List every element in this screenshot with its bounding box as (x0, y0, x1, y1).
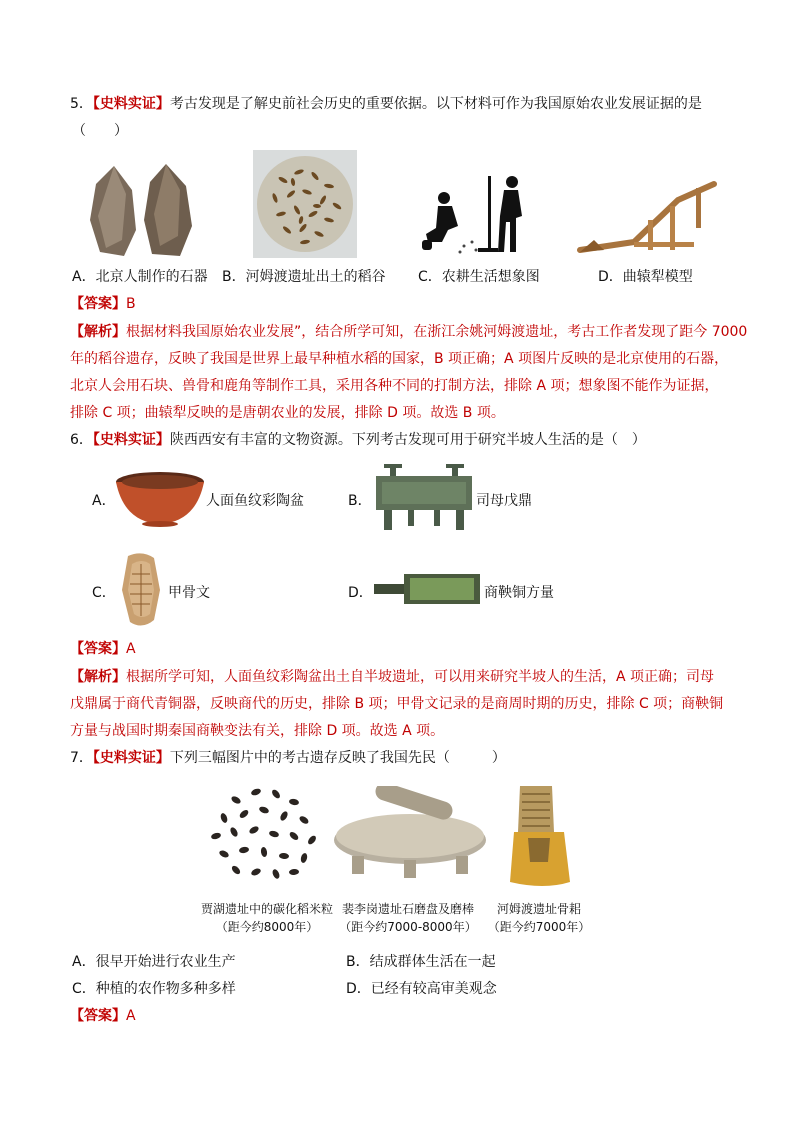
q6-option-d-label[interactable]: 商鞅铜方量 (484, 585, 554, 601)
q6-analysis-line-1: 【解析】根据所学可知，人面鱼纹彩陶盆出土自半坡遗址，可以用来研究半坡人的生活，A 项正确；司母 (70, 669, 715, 685)
simuwu-ding-image (372, 464, 476, 532)
q7-caption-1 (182, 900, 352, 936)
q5-answer-label: 【答案】 (70, 296, 126, 312)
q6-option-a-letter[interactable]: A． (92, 493, 116, 509)
q7-option-b[interactable]: B．结成群体生活在一起 (346, 954, 496, 970)
q7-option-c[interactable]: C．种植的农作物多种多样 (72, 981, 236, 997)
oracle-bone-image (118, 550, 164, 630)
q5-paren: （ ） (72, 123, 128, 139)
farming-scene-image (418, 172, 528, 258)
q7-answer (70, 1006, 136, 1026)
grinding-stone-image (330, 786, 488, 886)
q7-number: 7． (70, 750, 93, 766)
q5-option-a[interactable]: A．北京人制作的石器 (72, 269, 208, 285)
q5-analysis-label: 【解析】 (70, 324, 126, 340)
stone-tools-image (86, 160, 198, 260)
q6-stem-text: 陕西西安有丰富的文物资源。下列考古发现可用于研究半坡人生活的是（ ） (169, 432, 646, 448)
q5-analysis-line-3: 北京人会用石块、兽骨和鹿角等制作工具，采用各种不同的打制方法，排除 A 项；想象图不能作为证据， (70, 378, 719, 394)
q7-stem-text: 下列三幅图片中的考古遗存反映了我国先民（ ） (169, 750, 506, 766)
q6-answer-label: 【答案】 (70, 641, 126, 657)
painted-pottery-basin-image (114, 470, 206, 528)
q7-answer-label: 【答案】 (70, 1008, 126, 1024)
q7-tag: 【史料实证】 (92, 750, 170, 766)
q6-option-a-label[interactable]: 人面鱼纹彩陶盆 (206, 493, 304, 509)
q5-answer (70, 294, 136, 314)
q7-caption-3 (482, 900, 596, 936)
q6-option-c-letter[interactable]: C． (92, 585, 116, 601)
q5-option-b[interactable]: B．河姆渡遗址出土的稻谷 (222, 269, 386, 285)
q5-answer-value: B (126, 296, 136, 312)
q7-caption-3-name: 河姆渡遗址骨耜 (496, 902, 581, 916)
q6-analysis-line-3: 方量与战国时期秦国商鞅变法有关，排除 D 项。故选 A 项。 (70, 723, 445, 739)
q7-caption-2-name: 裴李岗遗址石磨盘及磨棒 (341, 902, 474, 916)
q7-caption-1-name: 贾湖遗址中的碳化稻米粒 (200, 902, 333, 916)
q7-answer-value: A (126, 1008, 136, 1024)
q7-option-d[interactable]: D．已经有较高审美观念 (346, 981, 497, 997)
q5-tag: 【史料实证】 (92, 96, 170, 112)
q6-option-b-label[interactable]: 司母戊鼎 (476, 493, 532, 509)
q5-option-c[interactable]: C．农耕生活想象图 (418, 269, 540, 285)
q5-analysis-line-1: 【解析】根据材料我国原始农业发展”，结合所学可知，在浙江余姚河姆渡遗址，考古工作者发现了距今 7000 (70, 324, 748, 340)
q7-caption-3-date: （距今约7000年） (487, 920, 591, 934)
q5-stem-text: 考古发现是了解史前社会历史的重要依据。以下材料可作为我国原始农业发展证据的是 (169, 96, 702, 112)
q6-stem (70, 430, 646, 450)
q6-answer (70, 639, 136, 659)
q6-option-c-label[interactable]: 甲骨文 (168, 585, 210, 601)
q5-analysis-line-4: 排除 C 项；曲辕犁反映的是唐朝农业的发展，排除 D 项。故选 B 项。 (70, 405, 505, 421)
q5-analysis-line-2: 年的稻谷遗存，反映了我国是世界上最早种植水稻的国家，B 项正确；A 项图片反映的是北京使用的石器， (70, 351, 729, 367)
q5-number: 5． (70, 96, 93, 112)
q6-option-b-letter[interactable]: B． (348, 493, 372, 509)
q6-analysis-label: 【解析】 (70, 669, 126, 685)
carbonized-rice-image (206, 780, 324, 890)
q6-option-d-letter[interactable]: D． (348, 585, 373, 601)
q7-caption-1-date: （距今约8000年） (215, 920, 319, 934)
q5-option-d[interactable]: D．曲辕犁模型 (598, 269, 693, 285)
q6-number: 6． (70, 432, 93, 448)
q7-option-a[interactable]: A．很早开始进行农业生产 (72, 954, 236, 970)
q7-caption-2 (330, 900, 486, 936)
bone-spade-image (504, 782, 576, 894)
shang-yang-measure-image (374, 572, 482, 606)
q6-tag: 【史料实证】 (92, 432, 170, 448)
q6-analysis-line-2: 戊鼎属于商代青铜器，反映商代的历史，排除 B 项；甲骨文记录的是商周时期的历史，排除 C 项；商鞅铜 (70, 696, 724, 712)
q7-stem (70, 748, 506, 768)
curved-plough-image (574, 180, 722, 256)
q5-stem (70, 94, 702, 114)
q6-answer-value: A (126, 641, 136, 657)
q7-caption-2-date: （距今约7000-8000年） (339, 920, 477, 934)
rice-grains-image (253, 150, 357, 258)
